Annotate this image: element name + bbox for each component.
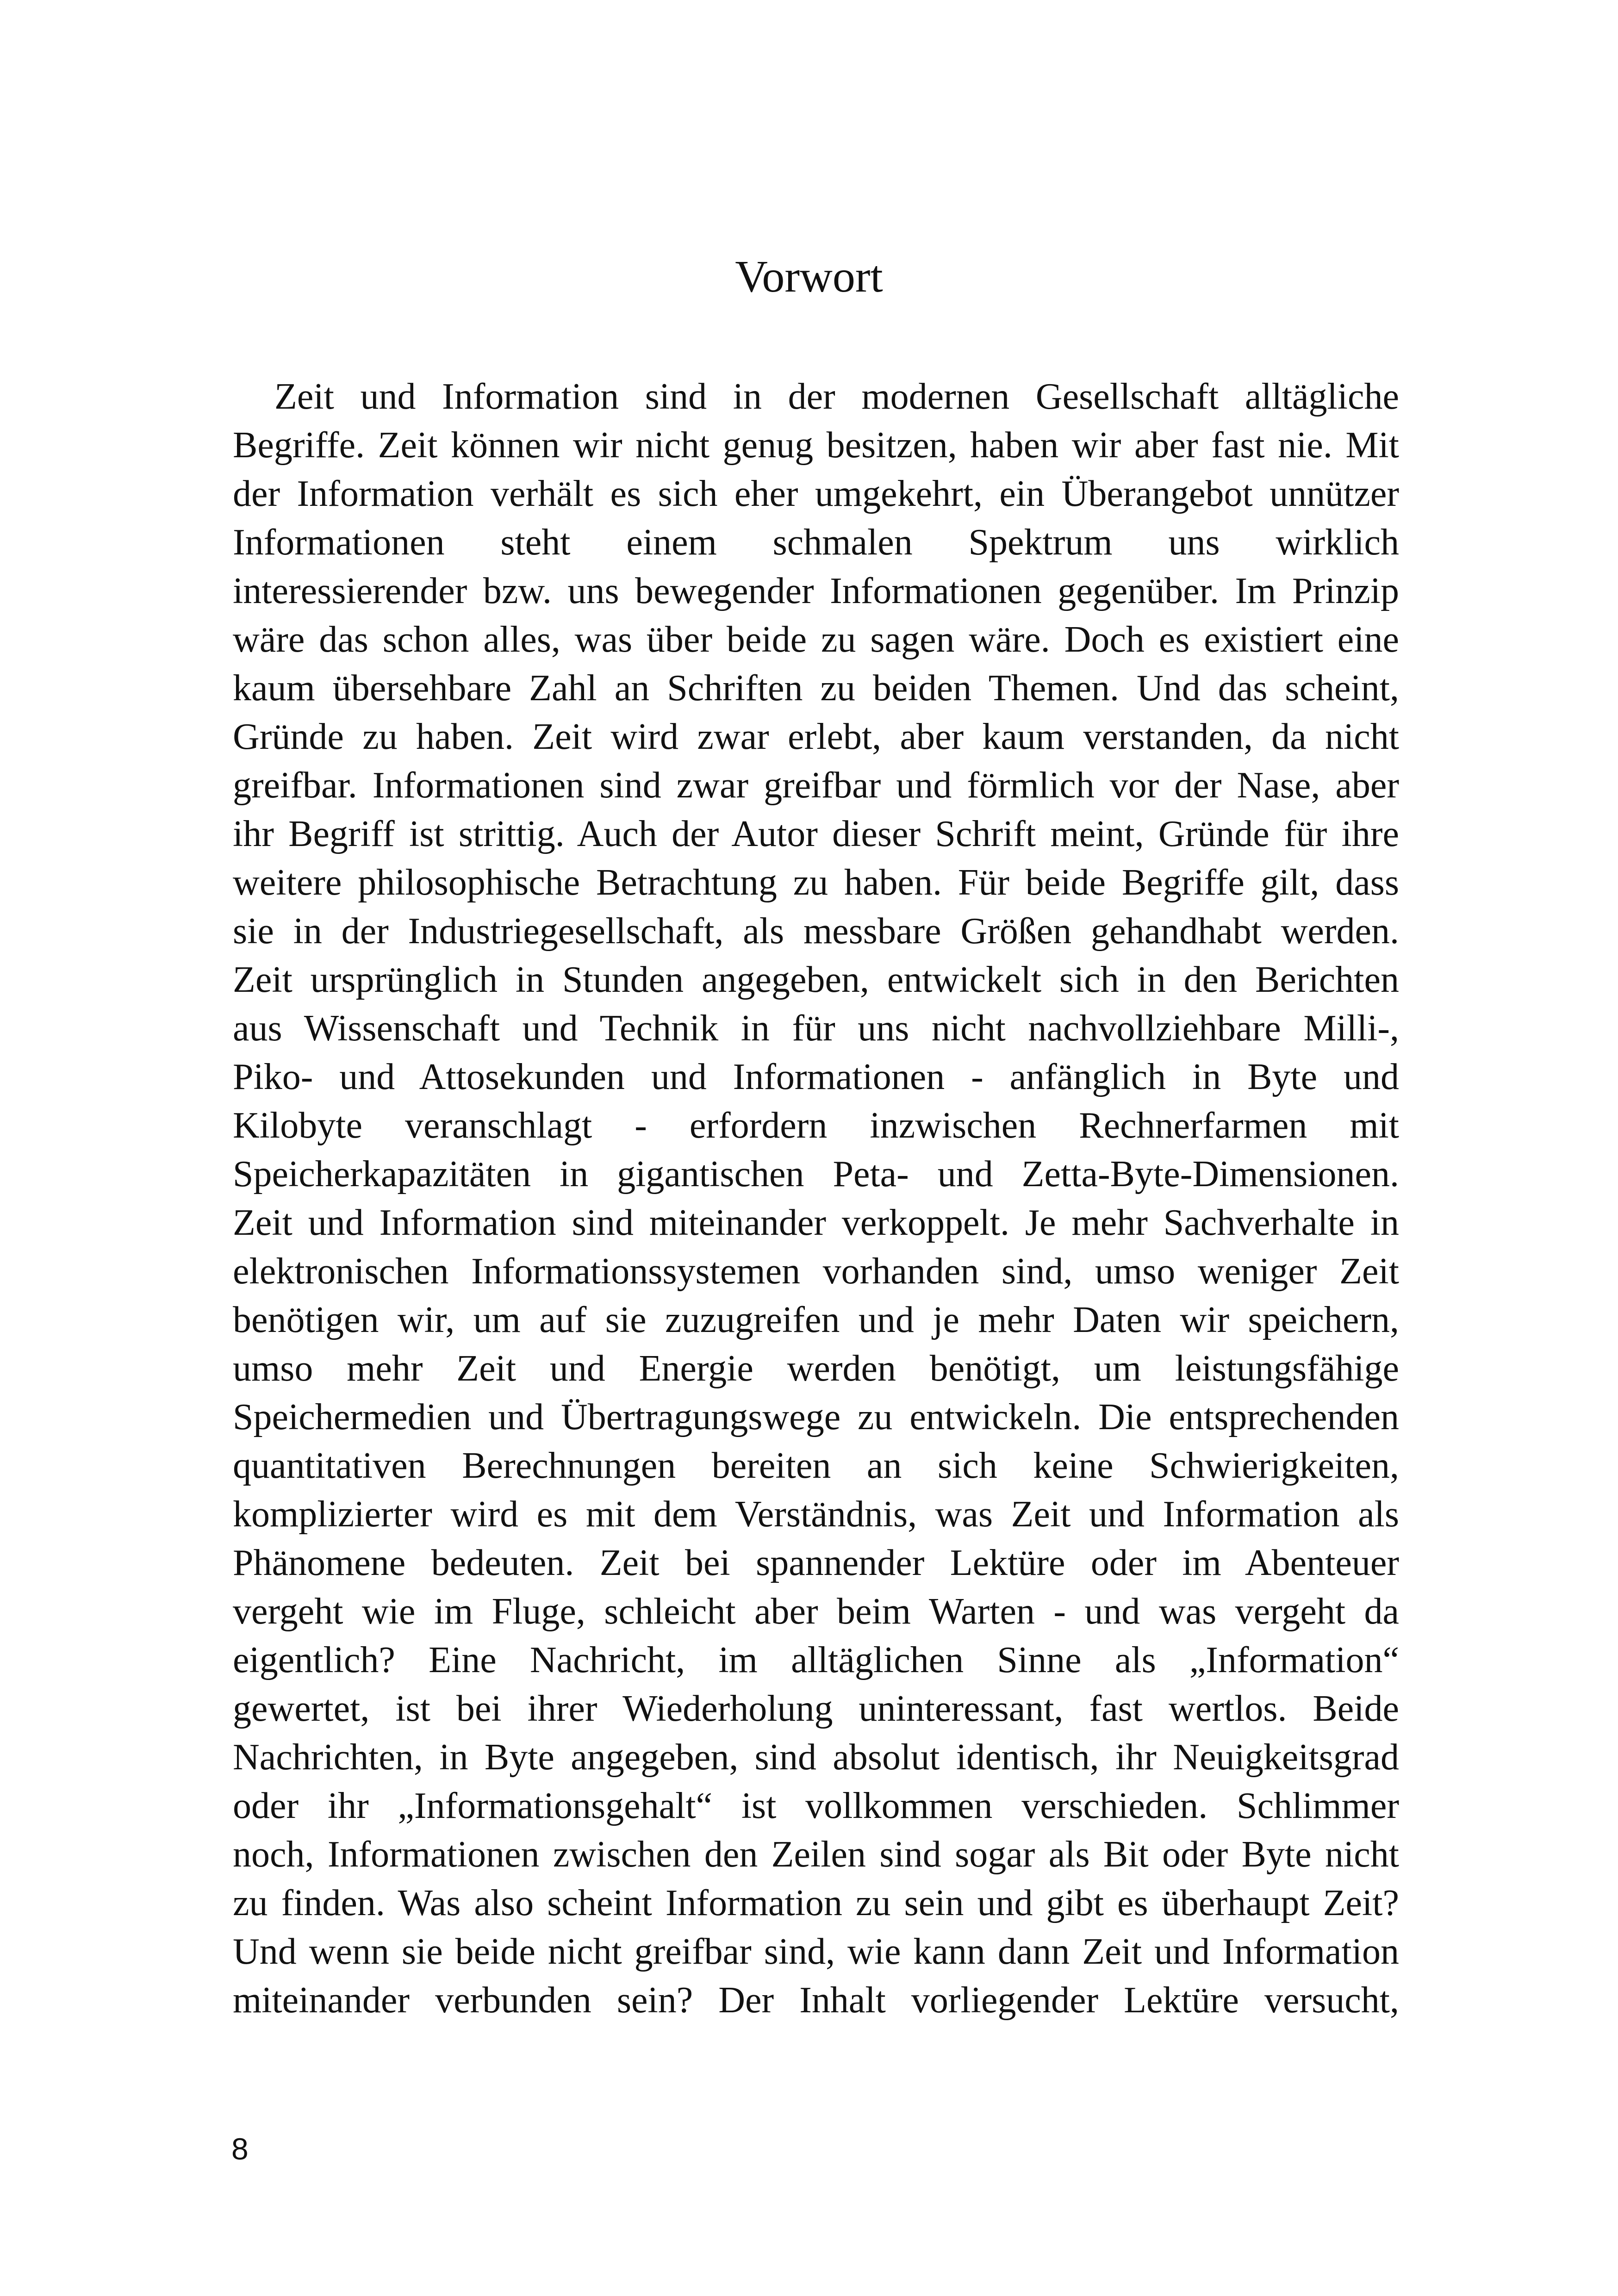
text-line: Zeit und Information sind miteinander verkoppelt. Je mehr Sachverhalte in <box>233 1202 1399 1243</box>
text-line: zu finden. Was also scheint Information zu sein und gibt es überhaupt Zeit? <box>233 1883 1399 1923</box>
text-line: vergeht wie im Fluge, schleicht aber beim Warten - und was vergeht da <box>233 1591 1399 1632</box>
text-line: Piko- und Attosekunden und Informationen - anfänglich in Byte und <box>233 1057 1399 1097</box>
text-line: kaum übersehbare Zahl an Schriften zu beiden Themen. Und das scheint, <box>233 668 1399 709</box>
text-line: aus Wissenschaft und Technik in für uns nicht nachvollziehbare Milli-, <box>233 1008 1399 1049</box>
text-line: Begriffe. Zeit können wir nicht genug besitzen, haben wir aber fast nie. Mit <box>233 425 1399 466</box>
text-line: umso mehr Zeit und Energie werden benötigt, um leistungsfähige <box>233 1348 1399 1389</box>
text-line: gewertet, ist bei ihrer Wiederholung uninteressant, fast wertlos. Beide <box>233 1688 1399 1729</box>
text-line: Nachrichten, in Byte angegeben, sind absolut identisch, ihr Neuigkeitsgrad <box>233 1737 1399 1778</box>
page-title: Vorwort <box>735 252 883 302</box>
text-line: wäre das schon alles, was über beide zu sagen wäre. Doch es existiert eine <box>233 619 1399 660</box>
text-line: Speicherkapazitäten in gigantischen Peta- und Zetta-Byte-Dimensionen. <box>233 1154 1399 1195</box>
text-line: benötigen wir, um auf sie zuzugreifen und je mehr Daten wir speichern, <box>233 1300 1399 1340</box>
text-line: Zeit ursprünglich in Stunden angegeben, entwickelt sich in den Berichten <box>233 959 1399 1000</box>
text-line: quantitativen Berechnungen bereiten an sich keine Schwierigkeiten, <box>233 1445 1399 1486</box>
text-line: miteinander verbunden sein? Der Inhalt vorliegender Lektüre versucht, <box>233 1980 1399 2021</box>
text-line: der Information verhält es sich eher umgekehrt, ein Überangebot unnützer <box>233 473 1399 514</box>
text-line: weitere philosophische Betrachtung zu haben. Für beide Begriffe gilt, dass <box>233 862 1399 903</box>
text-line: eigentlich? Eine Nachricht, im alltäglichen Sinne als „Information“ <box>233 1640 1399 1680</box>
text-line: ihr Begriff ist strittig. Auch der Autor dieser Schrift meint, Gründe für ihre <box>233 814 1399 854</box>
text-line: Speichermedien und Übertragungswege zu entwickeln. Die entsprechenden <box>233 1397 1399 1437</box>
text-line: noch, Informationen zwischen den Zeilen sind sogar als Bit oder Byte nicht <box>233 1834 1399 1875</box>
text-line: elektronischen Informationssystemen vorhanden sind, umso weniger Zeit <box>233 1251 1399 1292</box>
text-line: sie in der Industriegesellschaft, als messbare Größen gehandhabt werden. <box>233 911 1399 952</box>
text-line: Informationen steht einem schmalen Spektrum uns wirklich <box>233 522 1399 563</box>
text-line: komplizierter wird es mit dem Verständnis, was Zeit und Information als <box>233 1494 1399 1535</box>
text-line: Zeit und Information sind in der modernen Gesellschaft alltägliche <box>274 376 1399 417</box>
text-line: greifbar. Informationen sind zwar greifbar und förmlich vor der Nase, aber <box>233 765 1399 806</box>
text-line: interessierender bzw. uns bewegender Informationen gegenüber. Im Prinzip <box>233 571 1399 611</box>
body-text <box>233 373 1399 2025</box>
text-line: Und wenn sie beide nicht greifbar sind, wie kann dann Zeit und Information <box>233 1931 1399 1972</box>
text-line: Gründe zu haben. Zeit wird zwar erlebt, aber kaum verstanden, da nicht <box>233 716 1399 757</box>
page-number: 8 <box>231 2132 249 2166</box>
text-line: Kilobyte veranschlagt - erfordern inzwischen Rechnerfarmen mit <box>233 1105 1399 1146</box>
text-line: Phänomene bedeuten. Zeit bei spannender Lektüre oder im Abenteuer <box>233 1543 1399 1583</box>
text-line: oder ihr „Informationsgehalt“ ist vollkommen verschieden. Schlimmer <box>233 1786 1399 1826</box>
